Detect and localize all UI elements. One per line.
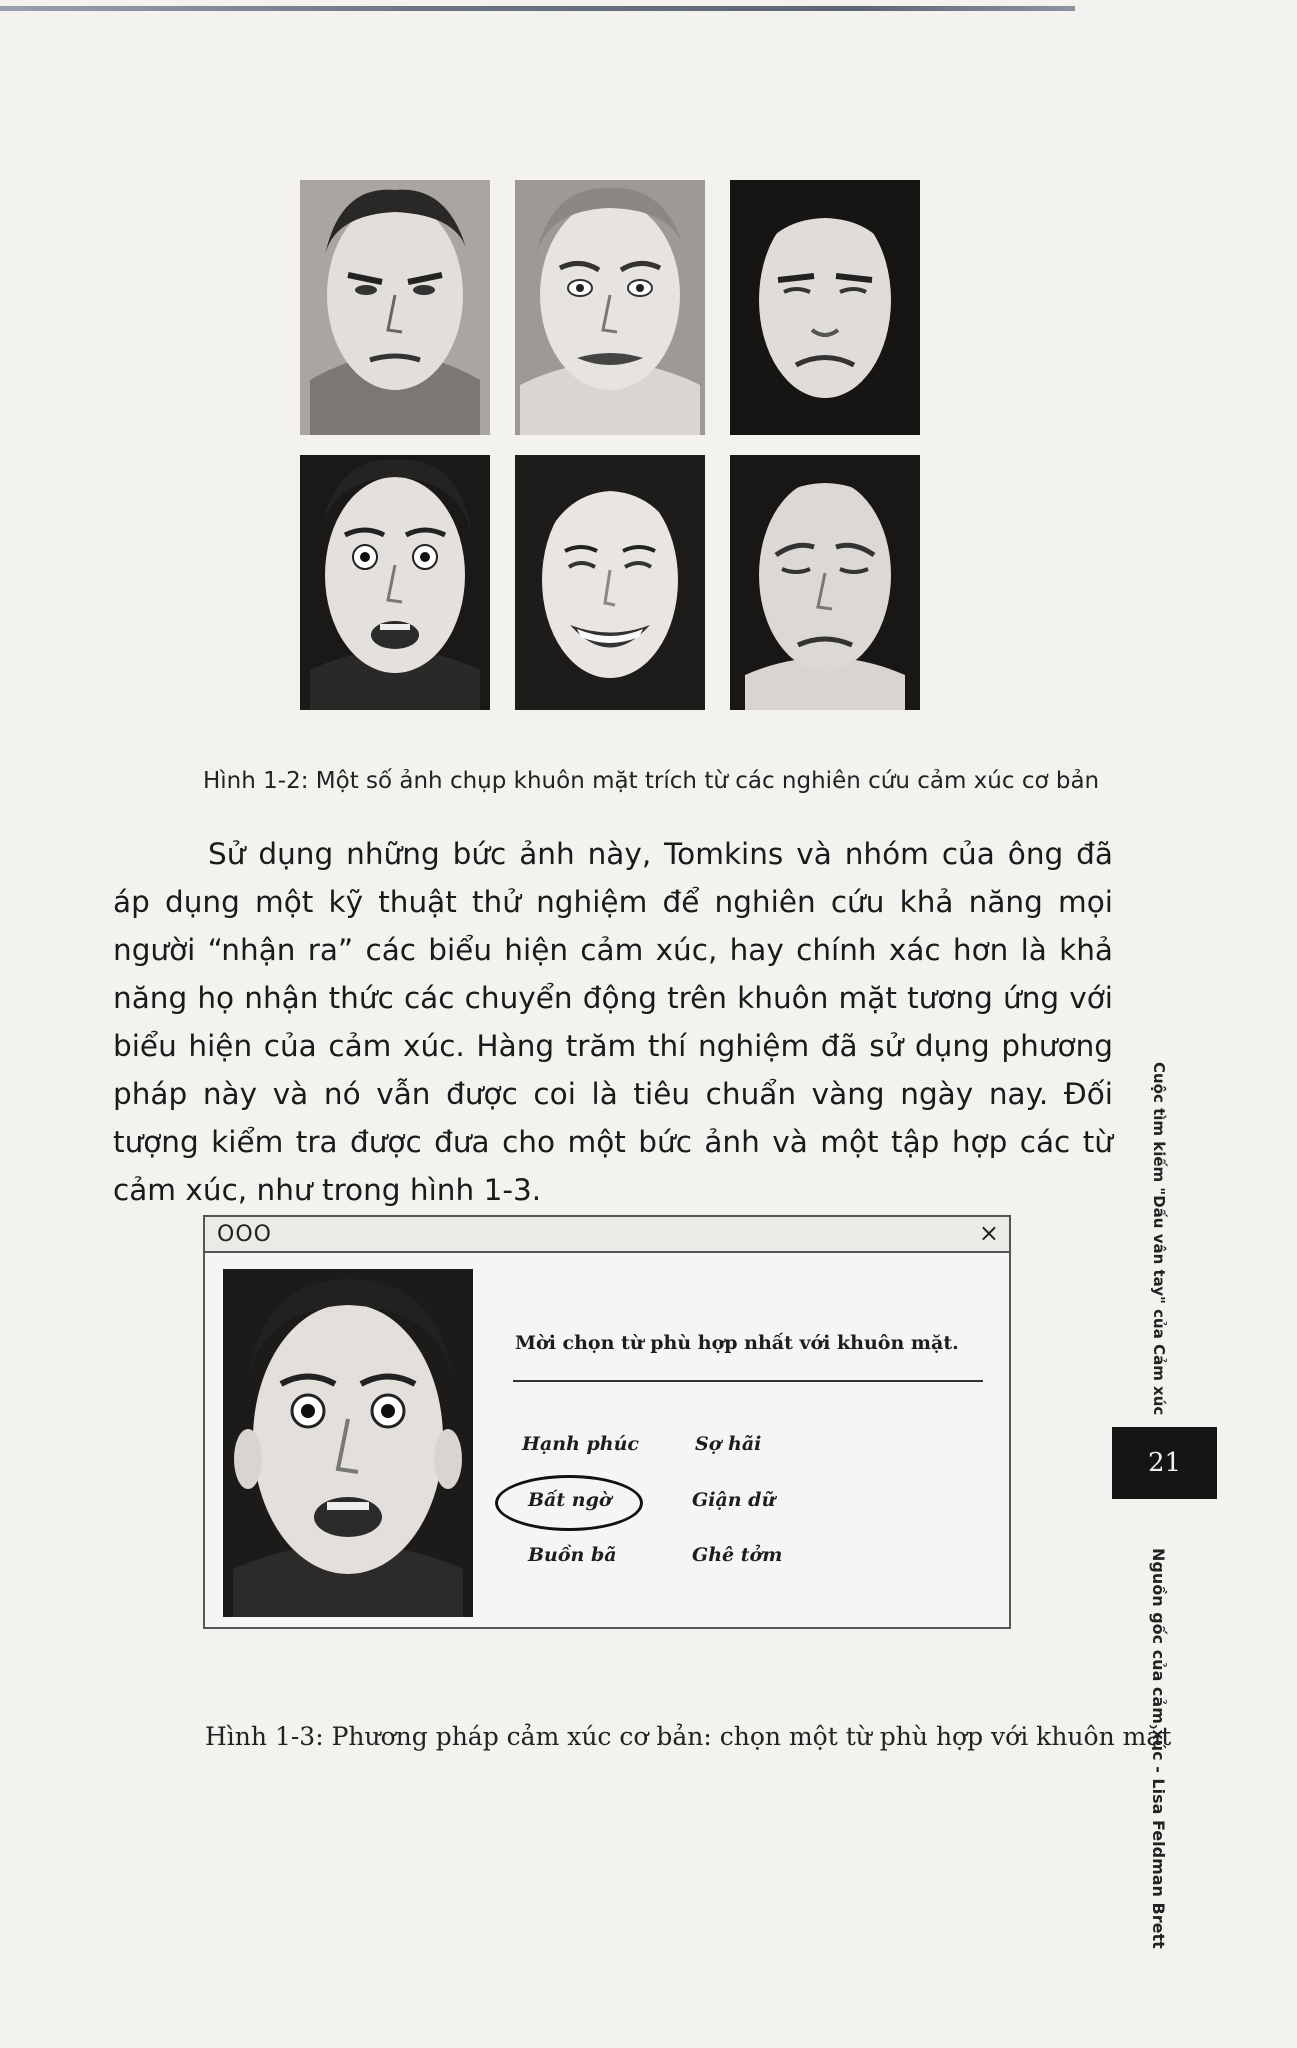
option-fear[interactable]: Sợ hãi [695, 1433, 762, 1455]
face-photo-happiness [515, 455, 705, 710]
option-happiness[interactable]: Hạnh phúc [522, 1433, 639, 1455]
option-anger[interactable]: Giận dữ [692, 1489, 776, 1511]
face-photo-surprise [300, 455, 490, 710]
running-header-chapter: Cuộc tìm kiếm "Dấu vân tay" của Cảm xúc [1150, 1062, 1168, 1416]
face-photo-disgust [730, 180, 920, 435]
prompt-underline [513, 1380, 983, 1382]
dialog-face-photo [223, 1269, 473, 1617]
option-sadness[interactable]: Buồn bã [528, 1544, 617, 1566]
body-paragraph: Sử dụng những bức ảnh này, Tomkins và nhóm của ông đã áp dụng một kỹ thuật thử nghiệm để nghiên cứu khả năng mọi người “nhận ra” các biểu hiện cảm xúc, hay chính xác hơn là khả năng họ nhận thức các chuyển động trên khuôn mặt tương ứng với biểu hiện của cảm xúc. Hàng trăm thí nghiệm đã sử dụng phương pháp này và nó vẫn được coi là tiêu chuẩn vàng ngày nay. Đối tượng kiểm tra được đưa cho một bức ảnh và một tập hợp các từ cảm xúc, như trong hình 1-3. [113, 837, 1113, 1207]
face-photo-sadness [730, 455, 920, 710]
page-number: 21 [1112, 1427, 1217, 1499]
figure-1-3-caption: Hình 1-3: Phương pháp cảm xúc cơ bản: chọn một từ phù hợp với khuôn mặt [205, 1722, 1172, 1751]
option-surprise[interactable]: Bất ngờ [528, 1489, 612, 1511]
face-photo-grid [300, 180, 920, 710]
dialog-titlebar [205, 1217, 1009, 1253]
option-disgust[interactable]: Ghê tởm [692, 1544, 783, 1566]
emotion-choice-dialog [203, 1215, 1011, 1629]
body-paragraph-block [113, 830, 1113, 1214]
dialog-prompt: Mời chọn từ phù hợp nhất với khuôn mặt. [515, 1332, 959, 1354]
figure-1-2-caption: Hình 1-2: Một số ảnh chụp khuôn mặt trích từ các nghiên cứu cảm xúc cơ bản [203, 768, 1100, 794]
face-photo-anger [300, 180, 490, 435]
close-icon[interactable]: × [978, 1219, 999, 1247]
top-edge-rule [0, 6, 1075, 11]
face-photo-fear [515, 180, 705, 435]
window-controls-icon[interactable]: OOO [217, 1222, 272, 1247]
running-header-book: Nguồn gốc của cảm xúc - Lisa Feldman Brett [1149, 1548, 1168, 1949]
